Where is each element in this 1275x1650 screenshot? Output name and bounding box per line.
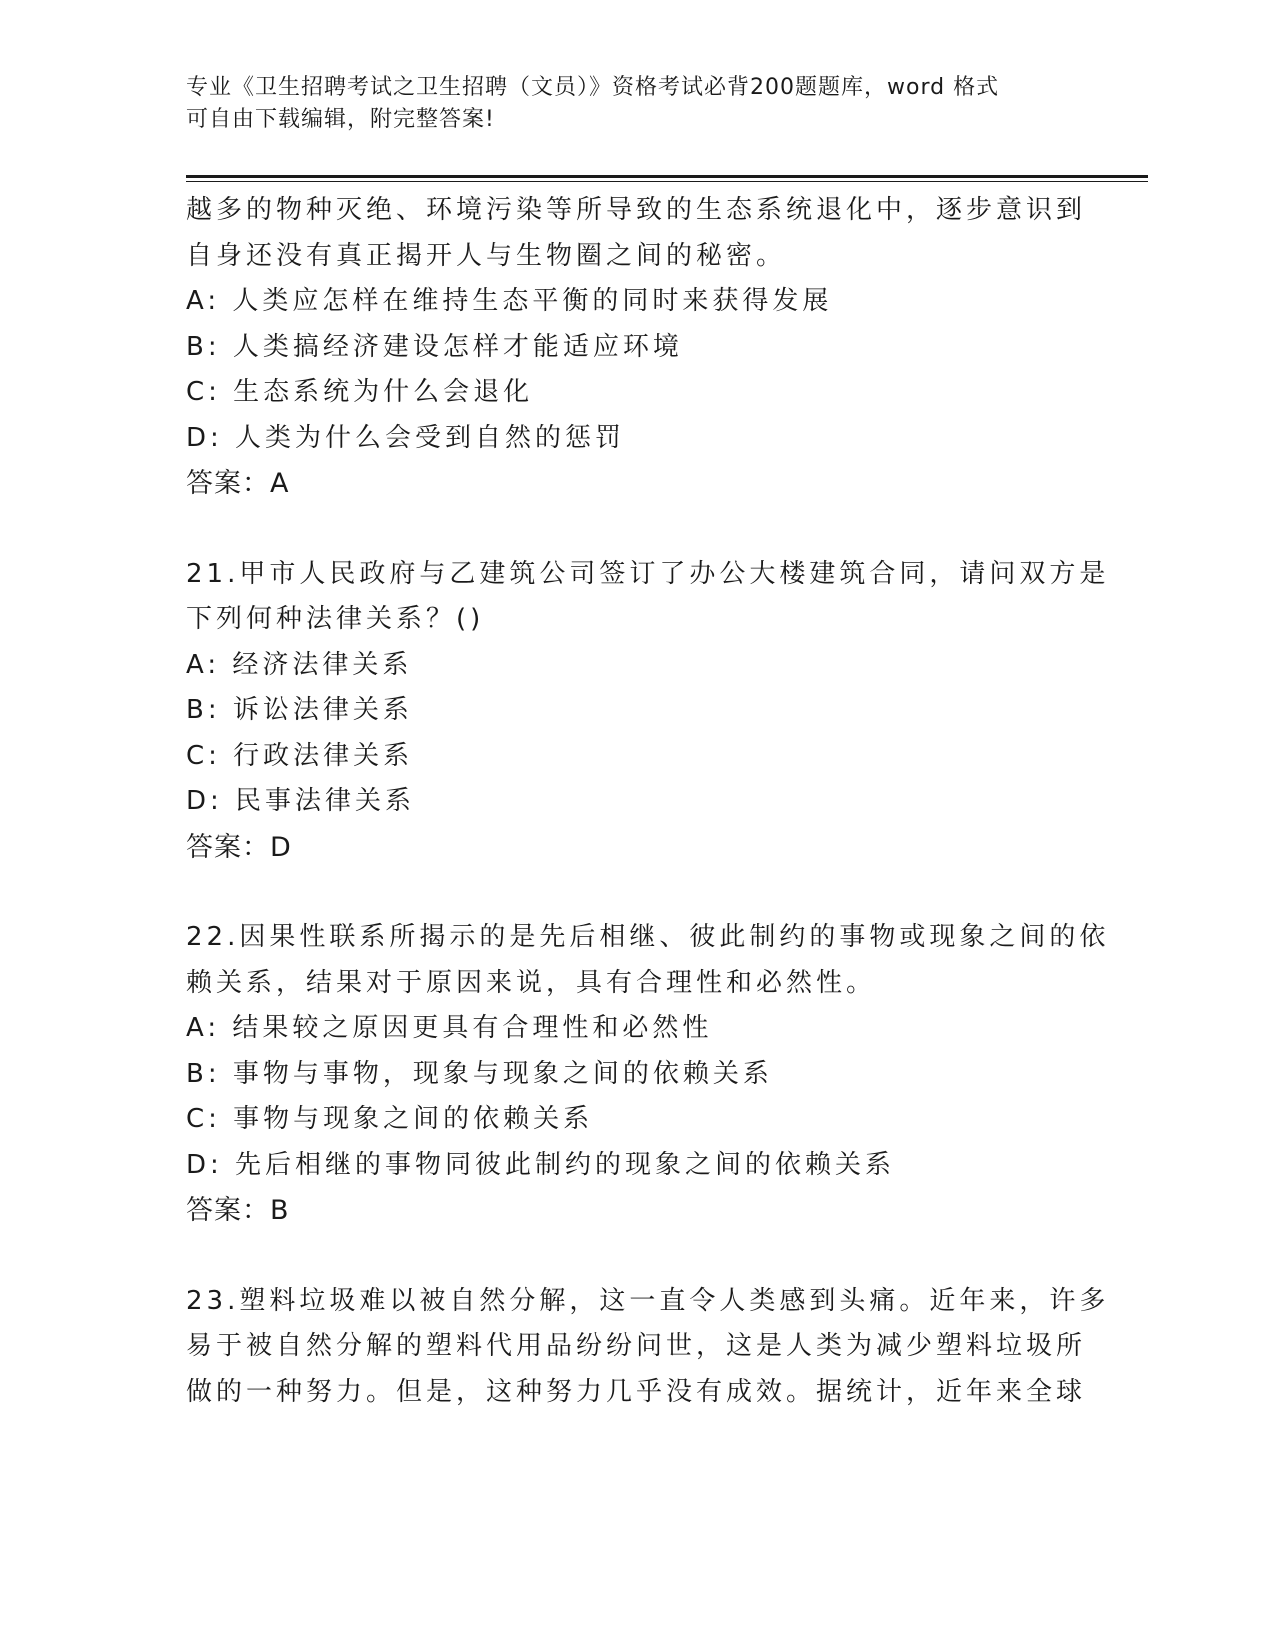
question-text-line: 做的一种努力。但是，这种努力几乎没有成效。据统计，近年来全球 (186, 1376, 1087, 1407)
option-c: C: 行政法律关系 (186, 740, 414, 771)
spacer (186, 1234, 1086, 1279)
question-text-line: 自身还没有真正揭开人与生物圈之间的秘密。 (186, 240, 787, 271)
question-block-22 (186, 915, 1110, 1234)
answer-line: 答案：D (186, 831, 292, 863)
option-c: C: 生态系统为什么会退化 (186, 377, 534, 407)
spacer (186, 870, 1086, 915)
question-content (186, 188, 1110, 1415)
option-a: A: 人类应怎样在维持生态平衡的同时来获得发展 (186, 286, 833, 316)
question-block-23 (186, 1279, 1110, 1416)
option-b: B: 事物与事物，现象与现象之间的依赖关系 (186, 1058, 773, 1089)
option-a: A: 经济法律关系 (186, 649, 413, 680)
option-d: D: 先后相继的事物同彼此制约的现象之间的依赖关系 (186, 1149, 896, 1180)
option-a: A: 结果较之原因更具有合理性和必然性 (186, 1013, 713, 1043)
header-divider-thin (186, 181, 1148, 182)
question-text-line: 赖关系，结果对于原因来说，具有合理性和必然性。 (186, 967, 877, 998)
answer-line: 答案：A (186, 468, 290, 499)
question-text-line: 21.甲市人民政府与乙建筑公司签订了办公大楼建筑合同，请问双方是 (186, 558, 1110, 589)
question-text-line: 下列何种法律关系？() (186, 604, 485, 634)
option-d: D: 民事法律关系 (186, 786, 416, 816)
spacer (186, 507, 1086, 552)
question-text-line: 易于被自然分解的塑料代用品纷纷问世，这是人类为减少塑料垃圾所 (186, 1331, 1087, 1361)
option-c: C: 事物与现象之间的依赖关系 (186, 1104, 594, 1134)
header-title-line-2: 可自由下载编辑，附完整答案! (186, 107, 495, 132)
question-block-previous (186, 188, 1086, 507)
question-text-line: 22.因果性联系所揭示的是先后相继、彼此制约的事物或现象之间的依 (186, 922, 1110, 952)
option-d: D: 人类为什么会受到自然的惩罚 (186, 422, 626, 453)
header-divider-thick (186, 175, 1148, 178)
question-text-line: 23.塑料垃圾难以被自然分解，这一直令人类感到头痛。近年来，许多 (186, 1285, 1110, 1316)
option-b: B: 人类搞经济建设怎样才能适应环境 (186, 331, 683, 362)
header-title-line-1: 专业《卫生招聘考试之卫生招聘（文员）》资格考试必背200题题库，word 格式 (186, 75, 1000, 100)
document-header (186, 72, 1086, 136)
option-b: B: 诉讼法律关系 (186, 695, 413, 725)
question-block-21 (186, 552, 1110, 871)
answer-line: 答案：B (186, 1195, 290, 1226)
question-text-line: 越多的物种灭绝、环境污染等所导致的生态系统退化中，逐步意识到 (186, 195, 1087, 225)
